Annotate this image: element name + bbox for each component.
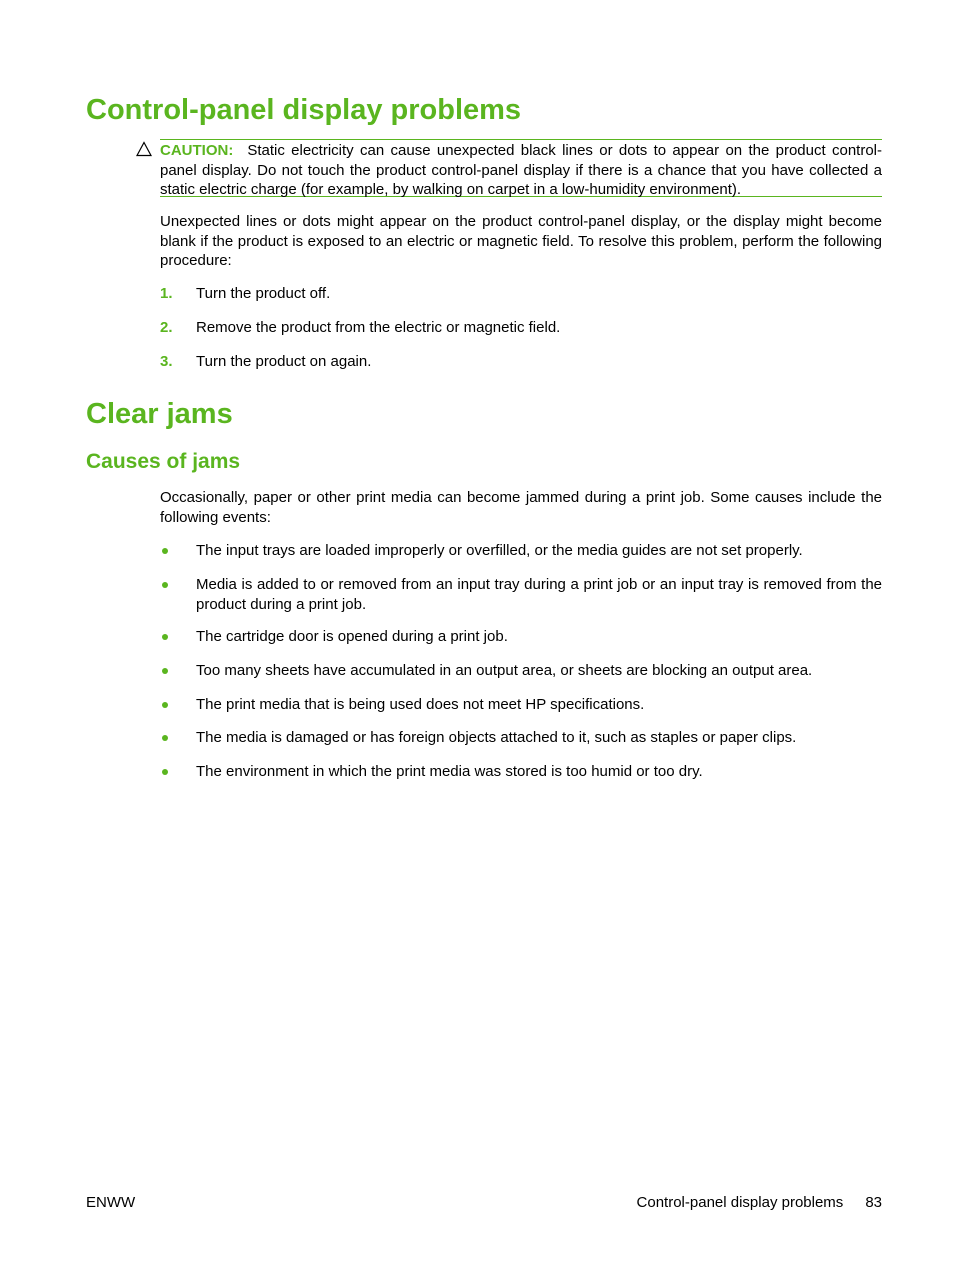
footer-right — [637, 1193, 882, 1212]
bullet-text: The environment in which the print media was stored is too humid or too dry. — [196, 763, 703, 780]
heading-clear-jams: Clear jams — [86, 398, 233, 430]
heading-control-panel-display-problems: Control-panel display problems — [86, 94, 522, 126]
step-number: 2. — [160, 319, 173, 336]
bullet-text: Media is added to or removed from an input tray during a print job or an input tray is removed from the product during a print job. — [196, 576, 882, 613]
subheading-causes-of-jams: Causes of jams — [86, 450, 241, 473]
bullet-text: The cartridge door is opened during a print job. — [196, 628, 508, 645]
step-number: 1. — [160, 285, 173, 302]
caution-triangle-icon — [136, 141, 152, 157]
footer-left-label: ENWW — [86, 1194, 136, 1211]
caution-label: CAUTION: — [160, 142, 234, 159]
section1-intro-paragraph: Unexpected lines or dots might appear on the product control-panel display, or the display might become blank if the product is exposed to an electric or magnetic field. To resolve this problem, perform the following procedure: — [160, 213, 882, 269]
bullet-text: Too many sheets have accumulated in an output area, or sheets are blocking an output area. — [196, 662, 813, 679]
caution-box — [160, 139, 882, 197]
section2-intro-paragraph: Occasionally, paper or other print media can become jammed during a print job. Some causes include the following events: — [160, 489, 882, 526]
step-text: Turn the product on again. — [196, 353, 372, 370]
bullet-dot-icon — [162, 668, 168, 674]
bullet-dot-icon — [162, 548, 168, 554]
bullet-text: The input trays are loaded improperly or overfilled, or the media guides are not set properly. — [196, 542, 803, 559]
bullet-text: The media is damaged or has foreign objects attached to it, such as staples or paper clips. — [196, 729, 797, 746]
footer-section-name: Control-panel display problems — [636, 1194, 844, 1211]
bullet-dot-icon — [162, 769, 168, 775]
bullet-dot-icon — [162, 702, 168, 708]
caution-paragraph — [160, 141, 882, 200]
bullet-dot-icon — [162, 634, 168, 640]
bullet-dot-icon — [162, 582, 168, 588]
bullet-text: The print media that is being used does not meet HP specifications. — [196, 696, 645, 713]
bullet-dot-icon — [162, 735, 168, 741]
step-number: 3. — [160, 353, 173, 370]
caution-text: Static electricity can cause unexpected black lines or dots to appear on the product control-panel display. Do not touch the product control-panel display if there is a chance that you have collected a static electric charge (for example, by walking on carpet in a low-humidity environment). — [160, 142, 882, 198]
step-text: Turn the product off. — [196, 285, 331, 302]
footer-page-number: 83 — [865, 1194, 882, 1211]
step-text: Remove the product from the electric or magnetic field. — [196, 319, 561, 336]
